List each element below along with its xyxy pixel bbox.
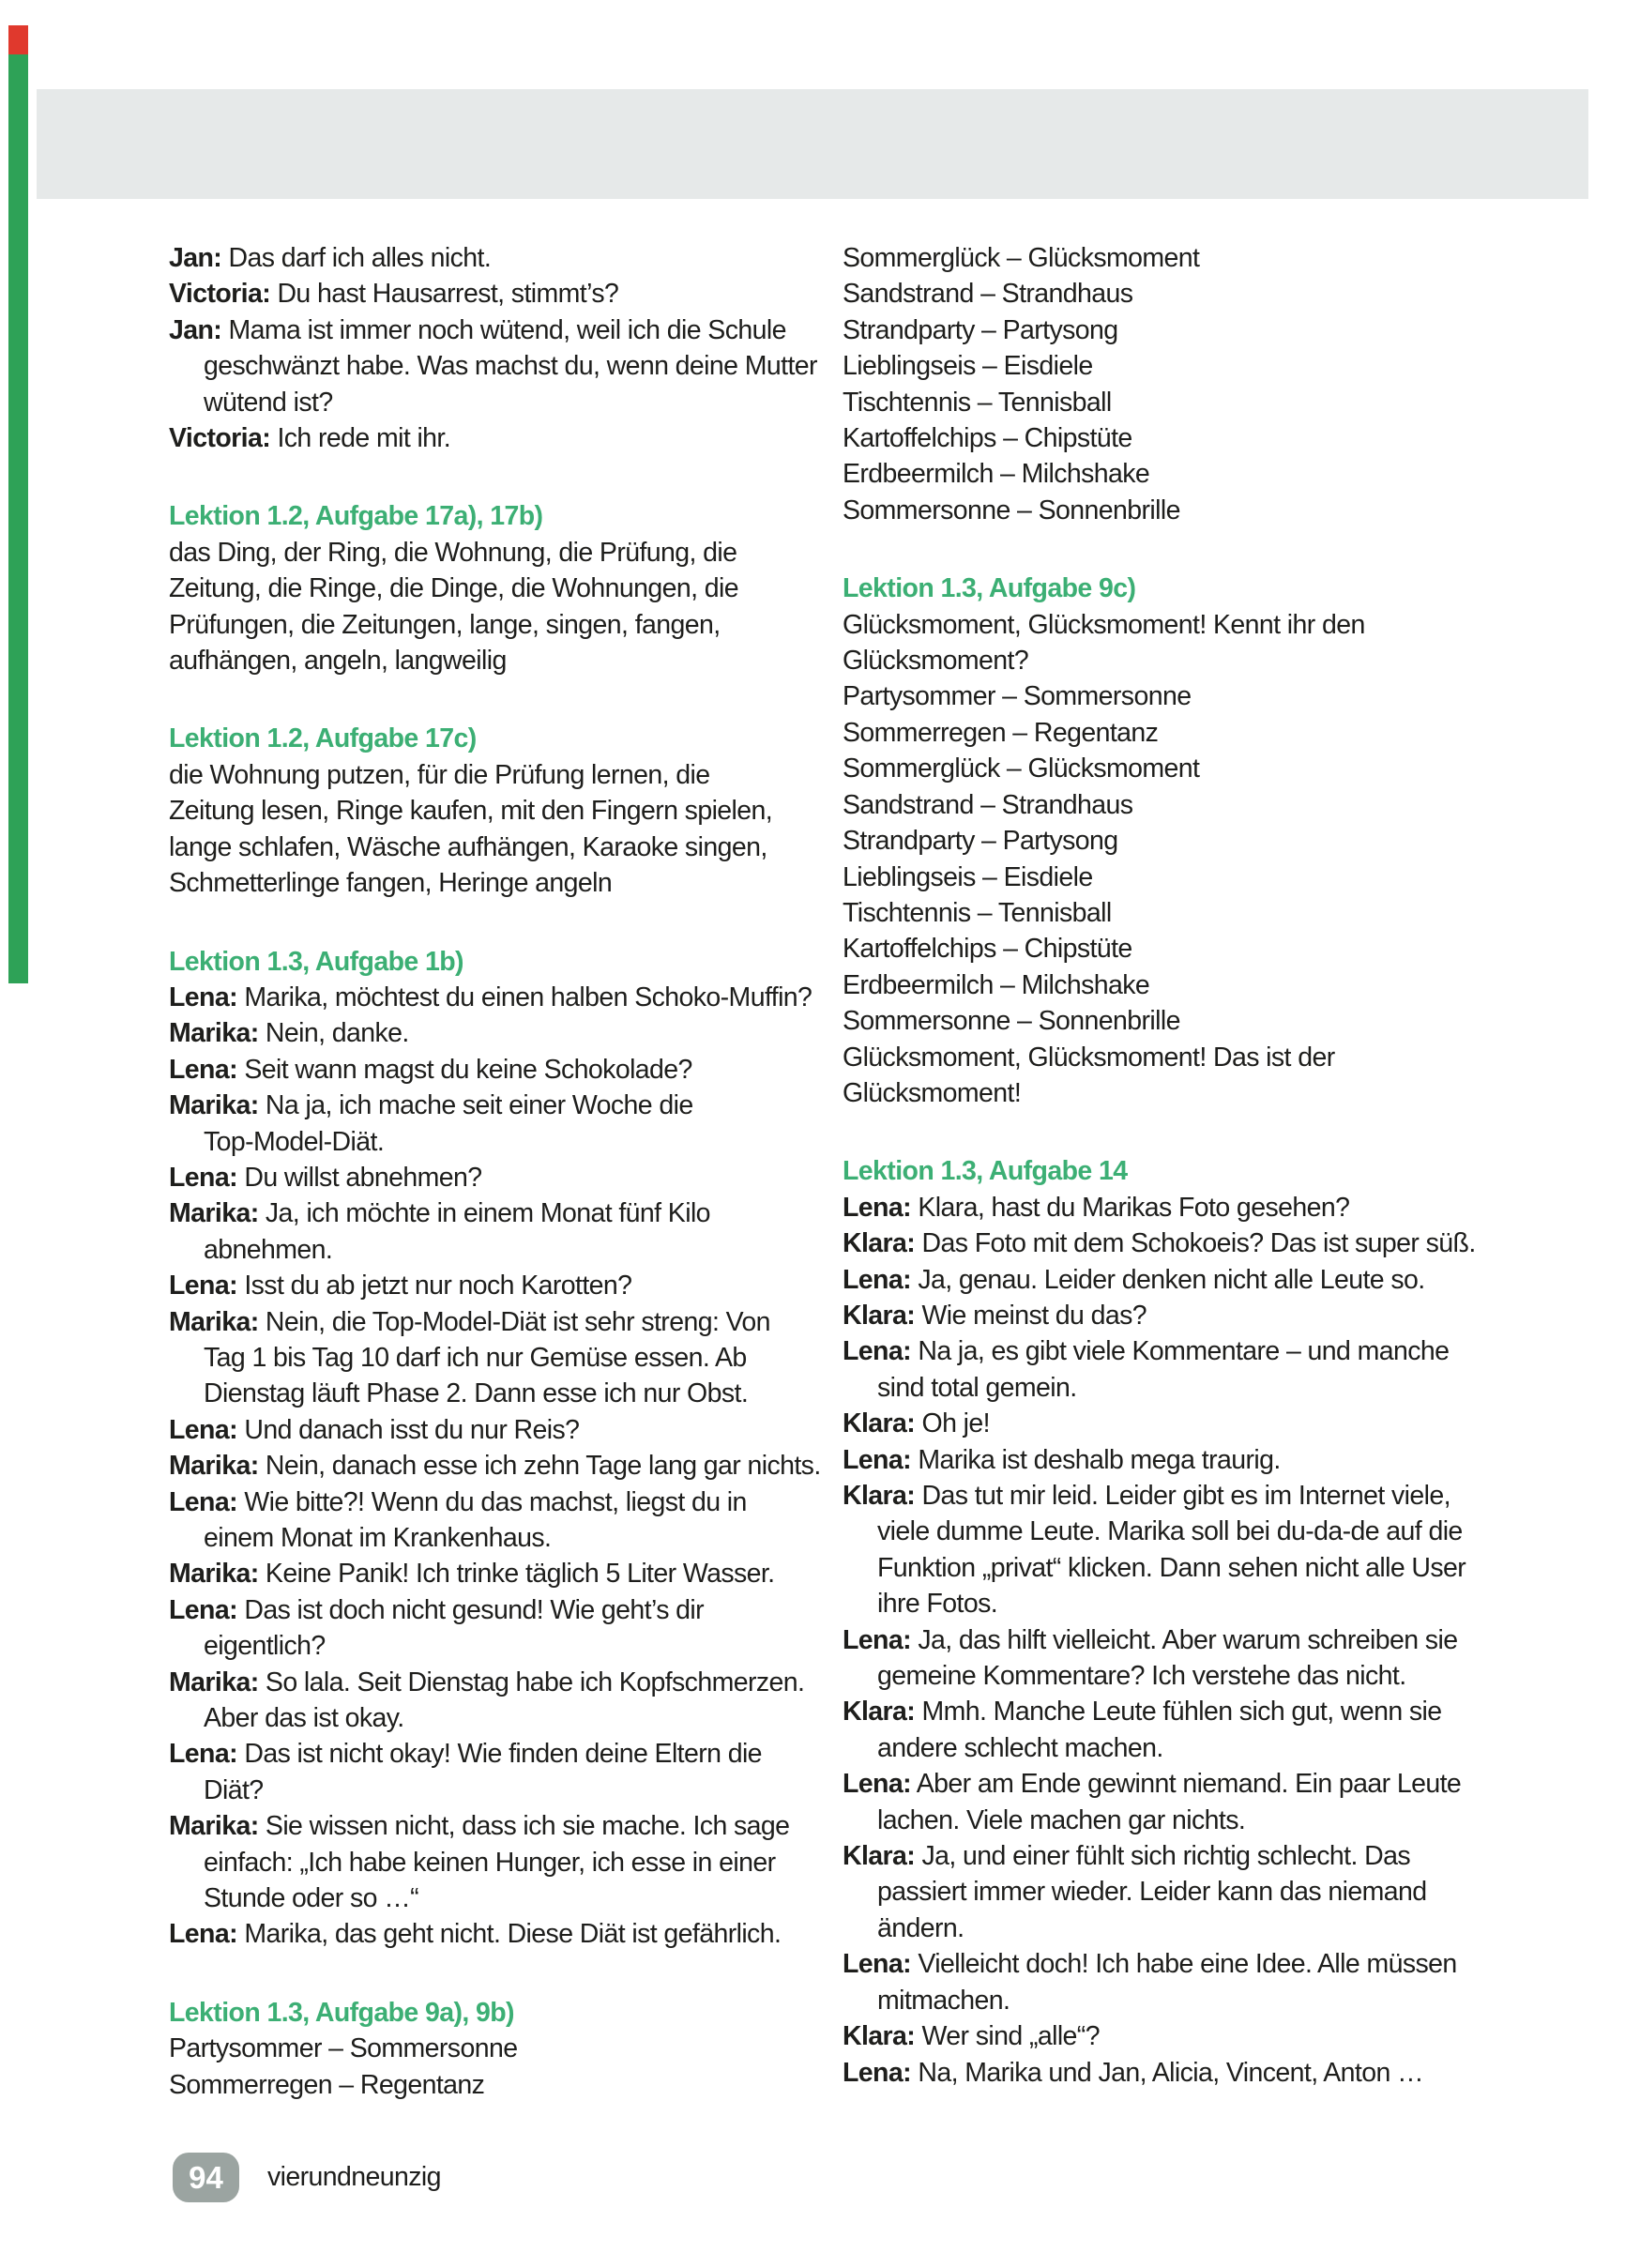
dialog-line: Lena: Ja, das hilft vielleicht. Aber warum schreiben sie <box>843 1624 1458 1655</box>
header-band <box>37 89 1588 199</box>
text-line: Partysommer – Sommersonne <box>843 681 1192 712</box>
speaker-name: Victoria: <box>169 279 271 310</box>
section-heading: Lektion 1.2, Aufgabe 17a), 17b) <box>169 501 543 532</box>
speaker-name: Lena: <box>843 1192 912 1223</box>
dialog-line: Lena: Vielleicht doch! Ich habe eine Idee. Alle müssen <box>843 1949 1457 1980</box>
text-line: lange schlafen, Wäsche aufhängen, Karaoke singen, <box>169 831 767 862</box>
section-gap <box>843 1111 1499 1153</box>
dialog-line: Marika: So lala. Seit Dienstag habe ich Kopfschmerzen. <box>169 1667 805 1697</box>
dialog-continuation-line: Tag 1 bis Tag 10 darf ich nur Gemüse essen. Ab <box>204 1342 747 1373</box>
dialog-continuation-line: ändern. <box>877 1912 964 1943</box>
dialog-continuation-line: andere schlecht machen. <box>877 1732 1163 1763</box>
dialog-line: Victoria: Ich rede mit ihr. <box>169 423 451 454</box>
speaker-name: Lena: <box>843 1444 912 1475</box>
text-line: Tischtennis – Tennisball <box>843 897 1112 928</box>
speaker-name: Lena: <box>169 982 238 1012</box>
dialog-line: Jan: Das darf ich alles nicht. <box>169 243 492 273</box>
section-heading: Lektion 1.3, Aufgabe 14 <box>843 1156 1128 1187</box>
text-line: Sommerregen – Regentanz <box>169 2069 485 2100</box>
speaker-name: Klara: <box>843 1697 916 1728</box>
dialog-line: Klara: Wer sind „alle“? <box>843 2021 1100 2052</box>
text-line: Strandparty – Partysong <box>843 314 1118 345</box>
section-heading: Lektion 1.3, Aufgabe 1b) <box>169 946 463 977</box>
dialog-line: Klara: Wie meinst du das? <box>843 1300 1147 1331</box>
dialog-continuation-line: Stunde oder so …“ <box>204 1883 419 1914</box>
section-gap <box>169 902 826 944</box>
text-line: Glücksmoment, Glücksmoment! Das ist der <box>843 1042 1335 1073</box>
text-line: Glücksmoment! <box>843 1077 1022 1108</box>
text-line: Sommersonne – Sonnenbrille <box>843 495 1180 525</box>
text-line: Kartoffelchips – Chipstüte <box>843 423 1132 454</box>
speaker-name: Marika: <box>169 1018 259 1049</box>
dialog-line: Lena: Isst du ab jetzt nur noch Karotten? <box>169 1271 632 1301</box>
dialog-line: Marika: Na ja, ich mache seit einer Woche die <box>169 1090 693 1121</box>
dialog-continuation-line: einem Monat im Krankenhaus. <box>204 1523 552 1553</box>
section-gap <box>169 678 826 721</box>
speaker-name: Lena: <box>169 1162 238 1193</box>
speaker-name: Jan: <box>169 314 222 345</box>
page-edge-tab-red <box>8 25 28 54</box>
dialog-continuation-line: wütend ist? <box>204 387 333 418</box>
dialog-line: Victoria: Du hast Hausarrest, stimmt’s? <box>169 279 619 310</box>
dialog-continuation-line: gemeine Kommentare? Ich verstehe das nicht. <box>877 1661 1406 1692</box>
dialog-line: Lena: Das ist nicht okay! Wie finden deine Eltern die <box>169 1739 762 1770</box>
dialog-line: Lena: Seit wann magst du keine Schokolade? <box>169 1054 692 1085</box>
speaker-name: Marika: <box>169 1090 259 1121</box>
text-line: Glücksmoment, Glücksmoment! Kennt ihr den <box>843 609 1365 640</box>
section-gap <box>169 1953 826 1995</box>
speaker-name: Lena: <box>843 1624 912 1655</box>
dialog-continuation-line: Aber das ist okay. <box>204 1703 404 1734</box>
dialog-continuation-line: Funktion „privat“ klicken. Dann sehen nicht alle User <box>877 1552 1466 1583</box>
speaker-name: Lena: <box>169 1594 238 1625</box>
speaker-name: Victoria: <box>169 423 271 454</box>
dialog-line: Marika: Nein, die Top-Model-Diät ist sehr streng: Von <box>169 1306 770 1337</box>
speaker-name: Lena: <box>843 2057 912 2088</box>
text-line: Sandstrand – Strandhaus <box>843 789 1133 820</box>
page-footer <box>173 2153 441 2202</box>
dialog-line: Marika: Sie wissen nicht, dass ich sie mache. Ich sage <box>169 1811 790 1842</box>
dialog-line: Marika: Nein, danke. <box>169 1018 409 1049</box>
dialog-line: Lena: Marika ist deshalb mega traurig. <box>843 1444 1281 1475</box>
speaker-name: Klara: <box>843 1408 916 1439</box>
dialog-continuation-line: abnehmen. <box>204 1234 333 1265</box>
speaker-name: Klara: <box>843 1228 916 1259</box>
text-line: Erdbeermilch – Milchshake <box>843 969 1150 1000</box>
speaker-name: Marika: <box>169 1306 259 1337</box>
speaker-name: Lena: <box>169 1739 238 1770</box>
speaker-name: Marika: <box>169 1811 259 1842</box>
speaker-name: Jan: <box>169 243 222 273</box>
page-edge-tab-green <box>8 54 28 983</box>
text-line: Glücksmoment? <box>843 646 1029 677</box>
speaker-name: Lena: <box>169 1486 238 1517</box>
speaker-name: Klara: <box>843 1300 916 1331</box>
dialog-line: Lena: Und danach isst du nur Reis? <box>169 1414 580 1445</box>
text-line: Sommerregen – Regentanz <box>843 717 1159 748</box>
speaker-name: Lena: <box>169 1054 238 1085</box>
dialog-line: Lena: Aber am Ende gewinnt niemand. Ein paar Leute <box>843 1769 1462 1800</box>
text-line: Zeitung, die Ringe, die Dinge, die Wohnungen, die <box>169 573 739 604</box>
speaker-name: Lena: <box>843 1769 912 1800</box>
speaker-name: Lena: <box>169 1919 238 1950</box>
dialog-line: Jan: Mama ist immer noch wütend, weil ich die Schule <box>169 314 786 345</box>
section-gap <box>843 528 1499 571</box>
section-gap <box>169 456 826 498</box>
section-heading: Lektion 1.3, Aufgabe 9a), 9b) <box>169 1997 514 2028</box>
dialog-continuation-line: mitmachen. <box>877 1985 1010 2016</box>
dialog-line: Klara: Oh je! <box>843 1408 990 1439</box>
text-line: Sommerglück – Glücksmoment <box>843 243 1200 273</box>
speaker-name: Marika: <box>169 1198 259 1229</box>
dialog-line: Lena: Marika, möchtest du einen halben Schoko-Muffin? <box>169 982 812 1012</box>
text-line: Sommerglück – Glücksmoment <box>843 753 1200 784</box>
text-line: Lieblingseis – Eisdiele <box>843 351 1093 382</box>
dialog-line: Lena: Marika, das geht nicht. Diese Diät ist gefährlich. <box>169 1919 782 1950</box>
dialog-continuation-line: Top-Model-Diät. <box>204 1126 385 1157</box>
dialog-line: Marika: Nein, danach esse ich zehn Tage lang gar nichts. <box>169 1451 821 1482</box>
dialog-continuation-line: viele dumme Leute. Marika soll bei du-da-de auf die <box>877 1516 1463 1547</box>
dialog-continuation-line: eigentlich? <box>204 1631 326 1662</box>
speaker-name: Lena: <box>843 1336 912 1367</box>
dialog-line: Marika: Keine Panik! Ich trinke täglich 5 Liter Wasser. <box>169 1559 775 1590</box>
dialog-line: Klara: Ja, und einer fühlt sich richtig schlecht. Das <box>843 1841 1411 1872</box>
text-line: Prüfungen, die Zeitungen, lange, singen, fangen, <box>169 609 721 640</box>
text-line: Sommersonne – Sonnenbrille <box>843 1006 1180 1037</box>
dialog-continuation-line: ihre Fotos. <box>877 1589 998 1620</box>
text-line: aufhängen, angeln, langweilig <box>169 646 507 677</box>
section-heading: Lektion 1.2, Aufgabe 17c) <box>169 723 477 754</box>
speaker-name: Klara: <box>843 2021 916 2052</box>
speaker-name: Marika: <box>169 1667 259 1697</box>
text-line: Tischtennis – Tennisball <box>843 387 1112 418</box>
text-line: Partysommer – Sommersonne <box>169 2033 518 2064</box>
dialog-continuation-line: einfach: „Ich habe keinen Hunger, ich esse in einer <box>204 1847 776 1878</box>
dialog-line: Lena: Na, Marika und Jan, Alicia, Vincent, Anton … <box>843 2057 1423 2088</box>
dialog-line: Marika: Ja, ich möchte in einem Monat fünf Kilo <box>169 1198 710 1229</box>
dialog-line: Lena: Das ist doch nicht gesund! Wie geht’s dir <box>169 1594 705 1625</box>
dialog-line: Klara: Mmh. Manche Leute fühlen sich gut, wenn sie <box>843 1697 1442 1728</box>
speaker-name: Lena: <box>169 1414 238 1445</box>
speaker-name: Marika: <box>169 1559 259 1590</box>
dialog-continuation-line: lachen. Viele machen gar nichts. <box>877 1804 1246 1835</box>
dialog-line: Lena: Ja, genau. Leider denken nicht alle Leute so. <box>843 1264 1425 1295</box>
dialog-line: Klara: Das tut mir leid. Leider gibt es im Internet viele, <box>843 1481 1450 1511</box>
text-line: Erdbeermilch – Milchshake <box>843 459 1150 490</box>
dialog-continuation-line: Diät? <box>204 1774 264 1805</box>
section-heading: Lektion 1.3, Aufgabe 9c) <box>843 573 1136 604</box>
text-line: das Ding, der Ring, die Wohnung, die Prüfung, die <box>169 537 737 568</box>
dialog-line: Lena: Du willst abnehmen? <box>169 1162 482 1193</box>
dialog-line: Lena: Wie bitte?! Wenn du das machst, liegst du in <box>169 1486 747 1517</box>
dialog-line: Lena: Klara, hast du Marikas Foto gesehen? <box>843 1192 1350 1223</box>
page-number-badge <box>173 2153 239 2202</box>
speaker-name: Klara: <box>843 1481 916 1511</box>
text-line: Schmetterlinge fangen, Heringe angeln <box>169 868 613 899</box>
right-column <box>843 240 1499 2091</box>
dialog-continuation-line: passiert immer wieder. Leider kann das niemand <box>877 1877 1427 1908</box>
text-line: Zeitung lesen, Ringe kaufen, mit den Fingern spielen, <box>169 796 773 827</box>
dialog-continuation-line: sind total gemein. <box>877 1372 1077 1403</box>
speaker-name: Lena: <box>843 1949 912 1980</box>
page-number: 94 <box>189 2159 223 2195</box>
speaker-name: Klara: <box>843 1841 916 1872</box>
dialog-line: Klara: Das Foto mit dem Schokoeis? Das ist super süß. <box>843 1228 1476 1259</box>
speaker-name: Lena: <box>843 1264 912 1295</box>
text-line: Lieblingseis – Eisdiele <box>843 861 1093 892</box>
page-number-word: vierundneunzig <box>267 2162 441 2192</box>
text-line: die Wohnung putzen, für die Prüfung lernen, die <box>169 759 710 790</box>
text-line: Strandparty – Partysong <box>843 826 1118 857</box>
dialog-continuation-line: geschwänzt habe. Was machst du, wenn deine Mutter <box>204 351 817 382</box>
left-column <box>169 240 826 2103</box>
dialog-continuation-line: Dienstag läuft Phase 2. Dann esse ich nur Obst. <box>204 1378 749 1409</box>
speaker-name: Marika: <box>169 1451 259 1482</box>
speaker-name: Lena: <box>169 1271 238 1301</box>
text-line: Sandstrand – Strandhaus <box>843 279 1133 310</box>
text-line: Kartoffelchips – Chipstüte <box>843 934 1132 965</box>
dialog-line: Lena: Na ja, es gibt viele Kommentare – und manche <box>843 1336 1450 1367</box>
